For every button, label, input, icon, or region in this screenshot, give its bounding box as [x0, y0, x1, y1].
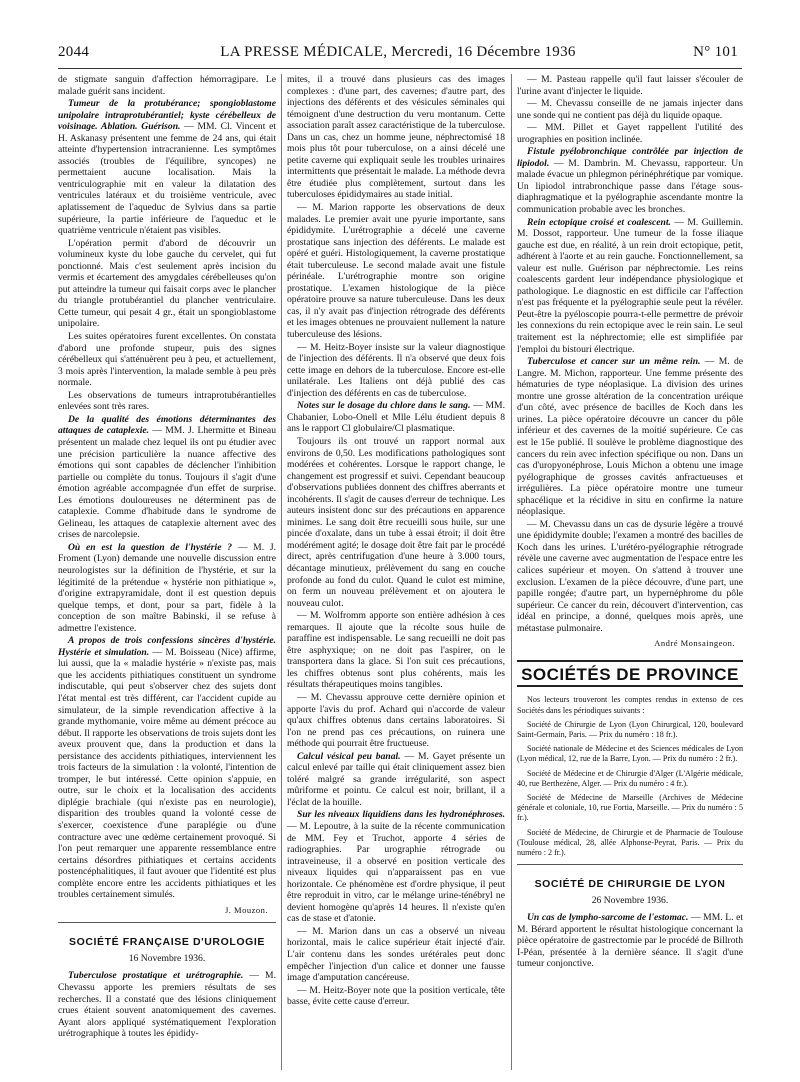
paragraph: — M. Heitz-Boyer insiste sur la valeur diagnostique de l'injection des déférents. Il n'a observé que deux fois cette image en dehors de la tuberculose. Encore est-elle unilatérale. Les Italiens ont déjà publié des cas d'injection des déférents en cas de tuberculose. [287, 341, 505, 399]
paragraph [58, 542, 276, 634]
notice-item: Société de Médecine, de Chirurgie et de Pharmacie de Toulouse (Toulouse médical, 28, allée Alphonse-Peyrat, Paris. — Prix du numéro : 2 fr.). [517, 827, 743, 857]
article-text: — M. Chevassu apporte les premiers résultats de ses recherches. Il a constaté que des lésions cliniquement crues étaient souvent anatomiquement des cavernes. Ayant alors appliqué systématiquement l'exploration urétrographique à toutes les épididy- [58, 970, 276, 1040]
paragraph [58, 414, 276, 541]
column-3 [517, 74, 743, 1074]
paragraph: — M. Marion rapporte les observations de deux malades. Le premier avait une pyurie importante, sans épididymite. L'urétrographie a décelé une caverne prostatique sans injection des déférents. Le malade est opéré et guéri. Histologiquement, la caverne prostatique était tuberculeuse. Le second malade avait une fistule périnéale. L'urétrographie montre son origine prostatique. L'examen histologique de la pièce opératoire prouve sa nature tuberculeuse. Dans les deux cas, il n'y avait pas d'injection rétrograde des déférents et les images obtenues ne prouvaient nullement la nature tuberculeuse des lésions. [287, 202, 505, 341]
article-title: Calcul vésical peu banal. [297, 750, 401, 762]
article-title: A propos de trois confessions sincères d'hystérie. Hystérie et simulation. [58, 635, 276, 658]
article-title: Rein ectopique croisé et coalescent. [527, 216, 671, 228]
periodicals-notice [517, 695, 743, 858]
page-header [58, 44, 738, 66]
article-text: — MM. Chabanier, Lobo-Onell et Mlle Lélu étudient depuis 8 ans le rapport Cl globulaire/Cl plasmatique. [287, 400, 505, 435]
article-title: Un cas de lympho-sarcome de l'estomac. [527, 912, 689, 924]
paragraph [517, 356, 743, 518]
issue-number: N° 101 [693, 44, 738, 60]
paragraph: Toujours ils ont trouvé un rapport normal aux environs de 0,50. Les modifications pathologiques sont modérées et cohérentes. Lorsque le rapport change, le changement est progressif et suivi. Cependant beaucoup d'observations publiées donnent des chiffres aberrants et incohérents. Il s'agit de causes d'erreur de technique. Les auteurs insistent donc sur des précautions en apparence minimes. Le sang doit être recueilli sous huile, sur une pincée d'oxalate, dans un tube à essai étroit; il doit être modérément agité; le dosage doit être fait par le procédé direct, après centrifugation d'une heure à 3.000 tours, décantage minutieux, prélèvement du sang en couche profonde au fond du culot. Quand le culot est mimine, on ferm un nouveau prélèvement et on ajoutera le nouveau culot. [287, 435, 505, 609]
paragraph [58, 635, 276, 901]
column-1 [58, 74, 276, 1074]
notice-item: Société nationale de Médecine et des Sciences médicales de Lyon (Lyon médical, 12, rue de la Barre, Lyon. — Prix du numéro : 2 fr.). [517, 744, 743, 764]
article-text: — M. J. Froment (Lyon) demande une nouvelle discussion entre neurologistes sur la définition de l'hystérie, et sur la légitimité de la prétendue « hystérie non pithiatique », d'origine extrapyramidale, dont il est question depuis quelque temps, et dont, pour sa part, fidèle à la conception de son maître Babinski, il se refuse à admettre l'existence. [58, 541, 276, 634]
paragraph: — M. Heitz-Boyer note que la position verticale, tête basse, évite cette cause d'erreur. [287, 984, 505, 1008]
notice-item: Société de Médecine et de Chirurgie d'Alger (L'Algérie médicale, 40, rue Berthezène, Alger. — Prix du numéro : 4 fr.). [517, 768, 743, 788]
notice-item: Société de Médecine de Marseille (Archives de Médecine générale et coloniale, 10, rue Fortia, Marseille. — Prix du numéro : 5 fr.). [517, 792, 743, 823]
paragraph [287, 400, 505, 435]
journal-title: LA PRESSE MÉDICALE, Mercredi, 16 Décembre 1936 [220, 44, 576, 60]
paragraph: — M. Wolfromm apporte son entière adhésion à ces remarques. Il ajoute que la récolte sous huile de paraffine est indispensable. Le sang recueilli ne doit pas être asphyxique; on ne doit pas l'aspirer, on le transportera dans la glace. Si l'on suit ces précautions, les chiffres obtenus sont plus cohérents, mais les résultats thérapeutiques moins tangibles. [287, 610, 505, 691]
column-divider [511, 74, 512, 1070]
author-signature: J. Mouzon. [224, 904, 268, 915]
paragraph [517, 146, 743, 215]
paragraph: — M. Chevassu dans un cas de dysurie légère a trouvé une épididymite double; l'examen a montré des bacilles de Koch dans les urines. L'urétéro-pyélographie rétrograde révèle une caverne avec augmentation de l'espace entre les calices supérieur et moyen. On s'attend à trouver une exclusion. L'examen de la pièce découvre, d'une part, une papille rongée; d'autre part, un hypernéphrome du pôle supérieur. Ce cancer du rein, découvert d'intervention, cas idéal en principe, a donné, quelques mois après, une métastase pulmonaire. [517, 518, 743, 634]
column-2 [287, 74, 505, 1074]
article-text: — MM. J. Lhermitte et Bineau présentent un malade chez lequel ils ont pu étudier avec une précision particulière la nuance affective des émotions qui sont capables de déclencher l'inhibition partielle ou complète du tonus. Toujours il s'agit d'une émotion agréable accompagnée d'un effet de surprise. Les émotions douloureuses ne déterminent pas de cataplexie. Comme d'habitude dans le syndrome de Gelineau, les attaques de cataplexie alternent avec des crises de narcolepsie. [58, 425, 276, 541]
article-text: — M. Boisseau (Nice) affirme, lui aussi, que la « maladie hystérie » n'existe pas, mais que les accidents pithiatiques constituent un syndrome indiscutable, qui peut s'observer chez des sujets dont l'état mental est très différent, car l'accident cupide au simulateur, de la simple revendication affective à la grande mythomanie, voire même au dément précoce au début. Il rapporte les observations de trois sujets dont les aveux prouvent que, dans la production et dans la persistance des accidents pithiatiques, interviennent les trois facteurs de la simulation : la volonté, l'intention de tromper, le but intéressé. Cette opinion s'appuie, en outre, sur le choix et la localisation des accidents diplégie brachiale (qui n'existe pas en neurologie), disparition des troubles quand la volonté cesse de s'exercer, coexistence d'une paraplégie ou d'une contracture avec une œdème certainement provoqué. Si l'on peut remarquer une apparente ressemblance entre certains désordres pithiatiques et certains accidents postencéphalitiques, il faut avouer que l'identité est plus complète encore entre les accidents pithiatiques et les troubles certainement simulés. [58, 646, 276, 901]
paragraph: Les observations de tumeurs intraprotubérantielles enlevées sont très rares. [58, 389, 276, 413]
header-rule [58, 68, 742, 69]
paragraph: L'opération permit d'abord de découvrir un volumineux kyste du lobe gauche du cervelet, qui fut ponctionné. Mais c'est seulement après incision du vermis et écartement des amygdales cérébelleuses qu'on put atteindre la tumeur qui faisait corps avec le plancher du triangle protubérantiel du plancher ventriculaire. Cette tumeur, qui pesait 4 gr., était un spongioblastome unipolaire. [58, 237, 276, 330]
section-title: SOCIÉTÉ FRANÇAISE D'UROLOGIE [68, 936, 266, 949]
section-date: 26 Novembre 1936. [591, 894, 669, 906]
article-text: — MM. Cl. Vincent et H. Askanasy présentent une femme de 24 ans, qui était atteinte d'hypertension intracranienne. Les symptômes associés (troubles de l'équilibre, syncopes) ne permettaient aucune localisation. Mais la ventriculographie mit en valeur la dilatation des ventricules latéraux et du troisième ventricule, avec aplatissement de l'aqueduc de Sylvius dans sa partie supérieure, la partie inférieure de l'aqueduc et le quatrième ventricule n'étaient pas visibles. [58, 121, 276, 237]
paragraph: — M. Pasteau rappelle qu'il faut laisser s'écouler de l'urine avant d'injecter le liquide. [517, 74, 743, 97]
section-divider [58, 922, 276, 923]
column-divider [281, 74, 282, 1070]
paragraph [287, 809, 505, 924]
paragraph [58, 98, 276, 237]
article-title: Tuberculose prostatique et urétrographie. [68, 970, 244, 982]
article-title: Fistule pyélobronchique contrôlée par injection de lipiodol. [517, 146, 743, 169]
author-signature: André Monsaingeon. [654, 638, 735, 649]
paragraph [58, 970, 276, 1039]
article-title: Où en est la question de l'hystérie ? [68, 541, 233, 553]
section-divider [517, 864, 743, 865]
page-number: 2044 [58, 44, 90, 60]
paragraph [517, 912, 743, 970]
paragraph: mites, il a trouvé dans plusieurs cas des images complexes : d'une part, des cavernes; d'autre part, des injections des déférents et des vésicules séminales qui témoignent d'une destruction du veru montanum. Cette association paraît assez caractéristique de la tuberculose. Dans un cas, chez un homme jeune, néphrectomisé 18 mois plus tôt pour tuberculose, on a ainsi décelé une petite caverne qui expliquait seule les troubles urinaires intermittents que présentait le malade. La méthode devra être étudiée plus complètement, surtout dans les tuberculoses épididymaires au stade initial. [287, 74, 505, 201]
article-text: — M. de Langre. M. Michon, rapporteur. Une femme présente des hématuries de type néoplasique. La division des urines montre une grosse altération de la concentration uréique d'un côté, avec présence de bacilles de Koch dans les urines. La pièce opératoire découvre un cancer du pôle inférieur et des cavernes de la moitié supérieure. Ce cas est le 15e publié. Il soulève le problème diagnostique des cancers du rein avec infection spécifique ou non. Dans un cas d'uropyonéphrose, Louis Michon a obtenu une image pyélographique de grosses cavités anfractueuses et irrégulières. La pièce opératoire montre une tumeur sphacélique et la récidive in situ en confirme la nature néoplasique. [517, 356, 743, 518]
paragraph: — M. Chevassu approuve cette dernière opinion et apporte l'avis du prof. Achard qui n'accorde de valeur qu'aux chiffres obtenus dans certains laboratoires. Si l'on ne prend pas ces précautions, on ruinera une méthode qui pourrait être fructueuse. [287, 691, 505, 750]
notice-item: Société de Chirurgie de Lyon (Lyon Chirurgical, 120, boulevard Saint-Germain, Paris. — Prix du numéro : 18 fr.). [517, 719, 743, 739]
paragraph [287, 751, 505, 809]
paragraph [517, 217, 743, 356]
article-title: Notes sur le dosage du chlore dans le sang. [297, 400, 471, 412]
article-text: — M. Lepoutre, à la suite de la récente communication de MM. Fey et Truchot, apporte 4 séries de radiographies. Par urographie rétrograde ou intraveineuse, il a observé en position verticale des niveaux liquides qui n'apparaissent pas en vue horizontale. Ce phénomène est d'ordre physique, il peut être reproduit in vitro, car le mélange urine-ténébryl ne devient homogène qu'après 14 heures. Il n'existe qu'en cas de stase et d'atonie. [287, 821, 505, 925]
article-title: Sur les niveaux liquidiens dans les hydronéphroses. [297, 809, 505, 821]
article-title: Tumeur de la protubérance; spongioblastome unipolaire intraprotubérantiel; kyste cérébelleux de voisinage. Ablation. Guérison. [58, 98, 276, 133]
paragraph: Les suites opératoires furent excellentes. On constata d'abord une profonde stupeur, puis des signes cérébelleux qui s'atténuèrent peu à peu, et actuellement, 3 mois après l'intervention, la malade semble à peu près normale. [58, 331, 276, 389]
article-title: Tuberculose et cancer sur un même rein. [527, 356, 701, 368]
article-title: De la qualité des émotions déterminantes des attaques de cataplexie. [58, 413, 276, 437]
paragraph: de stigmate sanguin d'affection hémorragipare. Le malade guérit sans incident. [58, 74, 276, 97]
section-banner: SOCIÉTÉS DE PROVINCE [517, 660, 743, 688]
article-text: — M. Gayet présente un calcul enlevé par taille qui était cliniquement assez bien toléré malgré sa grande irrégularité, son aspect mûriforme et pointu. Ce calcul est noir, brillant, il a l'éclat de la houille. [287, 750, 505, 808]
notice-intro: Nos lecteurs trouveront les comptes rendus in extenso de ces Sociétés dans les périodiques suivants : [517, 695, 743, 715]
article-text: — MM. L. et M. Bérard apportent le résultat histologique concernant la pièce opératoire de gastrectomie par le procédé de Billroth I-Péan, présentée à la dernière séance. Il s'agit d'une tumeur conjonctive. [517, 912, 743, 970]
section-date: 16 Novembre 1936. [128, 952, 206, 964]
paragraph: — M. Marion dans un cas a observé un niveau horizontal, mais le calice supérieur était injecté d'air. L'air contenu dans les sondes urétérales peut donc empêcher l'injection d'un calice et donner une fausse image d'amputation cancéreuse. [287, 925, 505, 984]
article-text: — M. Dambrin. M. Chevassu, rapporteur. Un malade évacue un phlegmon périnéphrétique par vomique. Un lipiodol intrabronchique passe dans l'étage sous-diaphragmatique et la pyélographie ascendante montre la communication probable avec les bronches. [517, 157, 743, 216]
section-title: SOCIÉTÉ DE CHIRURGIE DE LYON [534, 878, 726, 891]
paragraph: — M. Chevassu conseille de ne jamais injecter dans une sonde qui ne contient pas déjà du liquide opaque. [517, 98, 743, 121]
article-text: — M. Guillemin. M. Dossot, rapporteur. Une tumeur de la fosse iliaque gauche est due, en réalité, à un rein droit ectopique, petit, adhérent à l'aorte et au rein gauche. Fonctionnellement, sa valeur est nulle. Guérison par néphrectomie. Les reins coalescents gardent leur indépendance physiologique et pathologique. Le diagnostic en est difficile car l'affection n'est pas fréquente et la pyélographie seule peut la révéler. Peut-être la pyéloscopie pourra-t-elle permettre de prévoir les connexions du rein ectopique avec le rein sain. Le seul traitement est la néphrectomie; elle est simplifiée par l'emploi du bistouri électrique. [517, 216, 743, 355]
paragraph: — MM. Pillet et Gayet rappellent l'utilité des urographies en position inclinée. [517, 122, 743, 145]
